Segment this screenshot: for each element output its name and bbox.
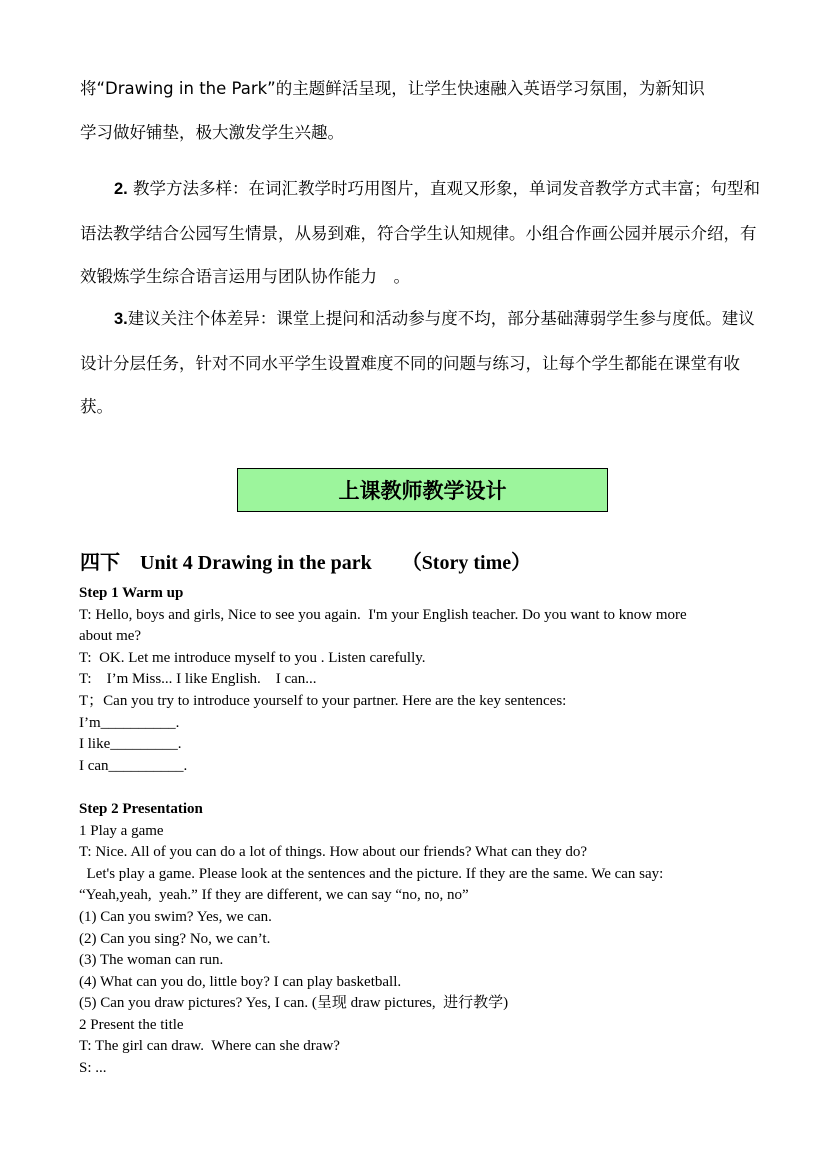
section-banner — [237, 468, 608, 512]
step-heading: Step 2 Presentation — [79, 800, 203, 817]
paragraph-2-number: 2. — [114, 180, 128, 198]
lesson-line: T: Hello, boys and girls, Nice to see you again. I'm your English teacher. Do you want to know more — [79, 606, 687, 623]
lesson-line: (1) Can you swim? Yes, we can. — [79, 908, 272, 925]
lesson-line: S: ... — [79, 1060, 107, 1077]
blank-line — [79, 777, 779, 799]
lesson-line: T；Can you try to introduce yourself to your partner. Here are the key sentences: — [79, 692, 567, 709]
lesson-line: 1 Play a game — [79, 822, 164, 839]
lesson-line: (5) Can you draw pictures? Yes, I can. (呈现 draw pictures, 进行教学) — [79, 995, 509, 1012]
lesson-line: 2 Present the title — [79, 1016, 184, 1033]
lesson-line: T: OK. Let me introduce myself to you . Listen carefully. — [79, 649, 426, 666]
lesson-line: about me? — [79, 628, 142, 645]
paragraph-2-text: 教学方法多样：在词汇教学时巧用图片，直观又形象，单词发音教学方式丰富；句型和语法教学结合公园写生情景，从易到难，符合学生认知规律。小组合作画公园并展示介绍，有效锻炼学生综合语言运用与团队协作能力 。 — [80, 179, 761, 286]
lesson-line: Let's play a game. Please look at the sentences and the picture. If they are the same. We can say: — [79, 865, 664, 882]
lesson-line: (4) What can you do, little boy? I can play basketball. — [79, 973, 402, 990]
paragraph-2 — [80, 167, 770, 299]
lesson-line: (3) The woman can run. — [79, 952, 224, 969]
lesson-line: I can__________. — [79, 757, 188, 774]
lesson-line: T: Nice. All of you can do a lot of things. How about our friends? What can they do? — [79, 844, 588, 861]
paragraph-1 — [80, 67, 770, 154]
paragraph-3 — [80, 297, 770, 429]
step-heading: Step 1 Warm up — [79, 585, 184, 601]
lesson-line: T: The girl can draw. Where can she draw? — [79, 1038, 340, 1055]
lesson-line: (2) Can you sing? No, we can’t. — [79, 930, 271, 947]
lesson-line: “Yeah,yeah, yeah.” If they are different, we can say “no, no, no” — [79, 887, 469, 904]
lesson-plan-body — [79, 583, 779, 1080]
lesson-title: 四下 Unit 4 Drawing in the park （Story time） — [80, 552, 532, 574]
paragraph-1-line-1: 将“Drawing in the Park”的主题鲜活呈现，让学生快速融入英语学习氛围，为新知识 — [80, 79, 705, 98]
lesson-line: I’m__________. — [79, 714, 180, 731]
lesson-line: I like_________. — [79, 736, 182, 753]
section-banner-title: 上课教师教学设计 — [338, 479, 507, 503]
paragraph-1-line-2: 学习做好铺垫，极大激发学生兴趣。 — [80, 122, 344, 142]
paragraph-3-text: 建议关注个体差异：课堂上提问和活动参与度不均，部分基础薄弱学生参与度低。建议设计分层任务，针对不同水平学生设置难度不同的问题与练习，让每个学生都能在课堂有收获。 — [80, 309, 755, 416]
lesson-line: T: I’m Miss... I like English. I can... — [79, 671, 317, 688]
paragraph-3-number: 3. — [114, 310, 128, 328]
